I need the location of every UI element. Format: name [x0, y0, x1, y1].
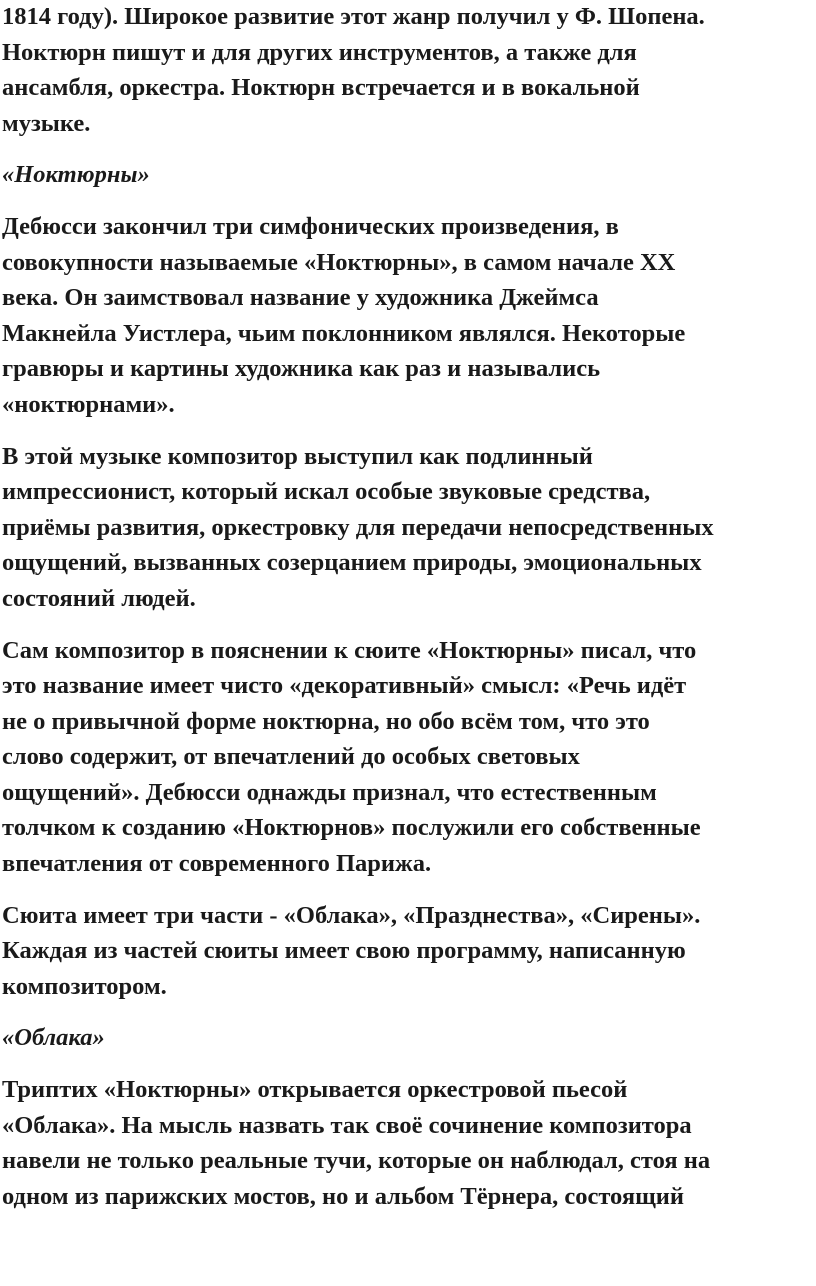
- text-line: импрессионист, который искал особые звуковые средства,: [2, 478, 651, 506]
- text-line: ансамбля, оркестра. Ноктюрн встречается и в вокальной: [2, 74, 640, 102]
- text-line: совокупности называемые «Ноктюрны», в самом начале XX: [2, 248, 676, 276]
- paragraph-debussy-works: [2, 209, 816, 423]
- text-line: не о привычной форме ноктюрна, но обо всём том, что это: [2, 707, 650, 735]
- text-line: впечатления от современного Парижа.: [2, 850, 432, 878]
- section-heading-clouds: [2, 1020, 816, 1056]
- text-line: Макнейла Уистлера, чьим поклонником являлся. Некоторые: [2, 319, 686, 347]
- text-line: 1814 году). Широкое развитие этот жанр получил у Ф. Шопена.: [2, 3, 705, 30]
- text-line: Дебюсси закончил три симфонических произведения, в: [2, 212, 619, 240]
- text-line: навели не только реальные тучи, которые он наблюдал, стоя на: [2, 1147, 711, 1175]
- text-line: слово содержит, от впечатлений до особых световых: [2, 743, 580, 771]
- text-line: «ноктюрнами».: [2, 390, 175, 418]
- text-line: одном из парижских мостов, но и альбом Тёрнера, состоящий: [2, 1182, 685, 1210]
- paragraph-spacing: [2, 617, 816, 633]
- heading-text: «Облака»: [2, 1024, 105, 1052]
- paragraph-spacing: [2, 423, 816, 439]
- text-line: гравюры и картины художника как раз и назывались: [2, 355, 601, 383]
- paragraph-spacing: [2, 193, 816, 209]
- text-line: состояний людей.: [2, 584, 196, 612]
- text-line: В этой музыке композитор выступил как подлинный: [2, 442, 593, 470]
- paragraph-spacing: [2, 1056, 816, 1072]
- text-line: композитором.: [2, 972, 167, 1000]
- text-line: это название имеет чисто «декоративный» смысл: «Речь идёт: [2, 672, 687, 700]
- paragraph-spacing: [2, 1004, 816, 1020]
- paragraph-composer-explanation: [2, 633, 816, 882]
- text-line: века. Он заимствовал название у художника Джеймса: [2, 284, 599, 312]
- heading-text: «Ноктюрны»: [2, 161, 150, 189]
- text-line: Сам композитор в пояснении к сюите «Ноктюрны» писал, что: [2, 636, 697, 664]
- text-line: ощущений». Дебюсси однажды признал, что естественным: [2, 778, 657, 806]
- section-heading-nocturnes: [2, 157, 816, 193]
- paragraph-nocturne-intro: [2, 0, 816, 141]
- text-line: «Облака». На мысль назвать так своё сочинение композитора: [2, 1111, 692, 1139]
- text-line: ощущений, вызванных созерцанием природы, эмоциональных: [2, 549, 702, 577]
- text-line: Триптих «Ноктюрны» открывается оркестровой пьесой: [2, 1076, 628, 1104]
- text-line: толчком к созданию «Ноктюрнов» послужили его собственные: [2, 814, 701, 842]
- text-line: приёмы развития, оркестровку для передачи непосредственных: [2, 513, 714, 541]
- paragraph-spacing: [2, 141, 816, 157]
- paragraph-suite-parts: [2, 898, 816, 1005]
- text-line: Ноктюрн пишут и для других инструментов, а также для: [2, 38, 637, 66]
- text-line: музыке.: [2, 109, 91, 137]
- paragraph-impressionist: [2, 439, 816, 617]
- text-line: Каждая из частей сюиты имеет свою программу, написанную: [2, 937, 686, 965]
- paragraph-spacing: [2, 882, 816, 898]
- paragraph-clouds: [2, 1072, 816, 1214]
- text-line: Сюита имеет три части - «Облака», «Празднества», «Сирены».: [2, 901, 701, 929]
